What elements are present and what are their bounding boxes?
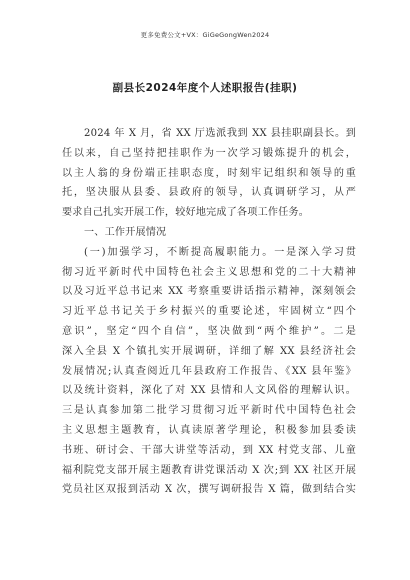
body-line: 以及统计资料，深化了对 XX 县情和人文风俗的理解认识。 xyxy=(62,385,356,397)
body-line: 要求自己扎实开展工作，较好地完成了各项工作任务。 xyxy=(62,207,310,219)
header-note: 更多免费公文+VX：GiGeGongWen2024 xyxy=(140,31,270,39)
body-line: 书班、研讨会、干部大讲堂等活动，到 XX 村党支部、儿童 xyxy=(62,444,356,456)
body-line: 以及习近平总书记来 XX 考察重要讲话指示精神，深刻领会 xyxy=(62,286,356,298)
body-line: 习近平总书记关于乡村振兴的重要论述，牢固树立“四个 xyxy=(62,306,356,318)
body-line: 三是认真参加第二批学习贯彻习近平新时代中国特色社会 xyxy=(62,405,356,417)
body-line: 福利院党支部开展主题教育讲党课活动 X 次;到 XX 社区开展 xyxy=(62,464,356,476)
body-line: (一)加强学习，不断提高履职能力。一是深入学习贯 xyxy=(84,246,356,258)
document-title: 副县长2024年度个人述职报告(挂职) xyxy=(112,82,298,94)
body-line: 主义思想主题教育，认真读原著学理论，积极参加县委读 xyxy=(62,424,356,436)
body-line: 意识”，坚定“四个自信”，坚决做到“两个维护”。二是 xyxy=(62,325,356,337)
section-heading: 一、工作开展情况 xyxy=(84,226,167,238)
body-line: 发展情况;认真查阅近几年县政府工作报告、《XX 县年鉴》 xyxy=(62,365,356,377)
body-line: 2024 年 X 月，省 XX 厅选派我到 XX 县挂职副县长。到 xyxy=(84,128,356,139)
body-line: 以主人翁的身份端正挂职态度，时刻牢记组织和领导的重 xyxy=(62,167,356,179)
body-line: 彻习近平新时代中国特色社会主义思想和党的二十大精神 xyxy=(62,266,356,278)
document-body xyxy=(62,124,356,500)
body-line: 深入全县 X 个镇扎实开展调研，详细了解 XX 县经济社会 xyxy=(62,345,356,357)
body-line: 党员社区双报到活动 X 次，撰写调研报告 X 篇，做到结合实 xyxy=(62,484,356,496)
body-line: 托，坚决服从县委、县政府的领导，认真调研学习，从严 xyxy=(62,187,356,199)
body-line: 任以来，自己坚持把挂职作为一次学习锻炼提升的机会， xyxy=(62,147,356,159)
